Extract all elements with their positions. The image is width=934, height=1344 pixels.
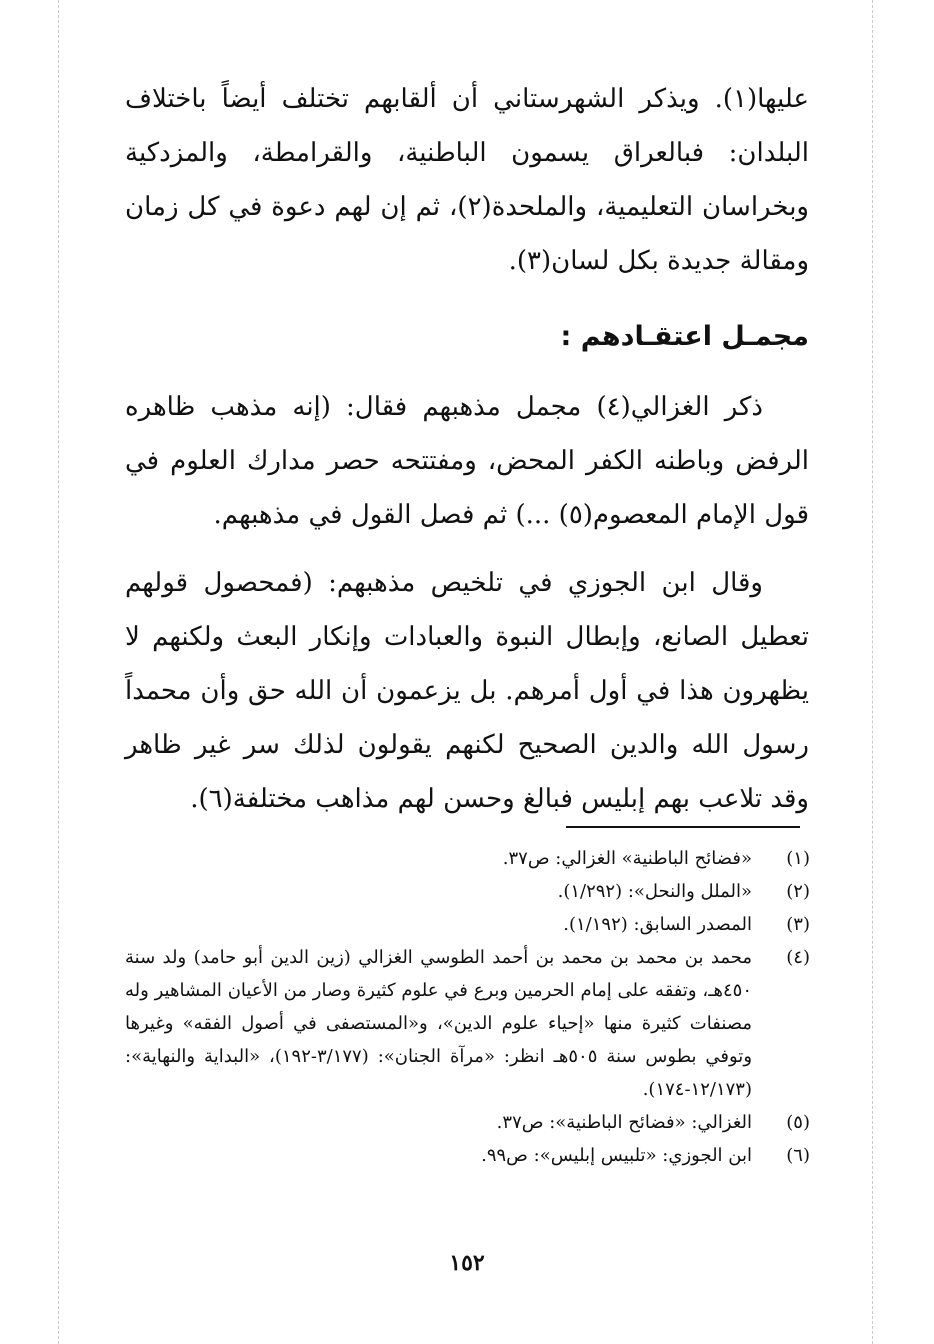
footnote-text: ابن الجوزي: «تلبيس إبليس»: ص٩٩.: [481, 1145, 752, 1166]
footnote-text: «الملل والنحل»: (١/٢٩٢).: [557, 881, 752, 902]
footnote-number: (٥): [786, 1112, 810, 1133]
footnote-5: [125, 1106, 810, 1139]
paragraph-2: ذكر الغزالي(٤) مجمل مذهبهم فقال: (إنه مذهب ظاهره الرفض وباطنه الكفر المحض، ومفتتحه حصر مدارك العلوم في قول الإمام المعصوم(٥) ...) ثم فصل القول في مذهبهم.: [125, 392, 809, 530]
footnote-6: [125, 1139, 810, 1172]
footnote-1: [125, 842, 810, 875]
footnote-number: (٣): [786, 914, 810, 935]
paragraph-1: عليها(١). ويذكر الشهرستاني أن ألقابهم تختلف أيضاً باختلاف البلدان: فبالعراق يسمون الباطنية، والقرامطة، والمزدكية وبخراسان التعليمية، والملحدة(٢)، ثم إن لهم دعوة في كل زمان ومقالة جديدة بكل لسان(٣).: [125, 84, 809, 276]
footnote-text: الغزالي: «فضائح الباطنية»: ص٣٧.: [496, 1112, 752, 1133]
footnote-3: [125, 908, 810, 941]
footnote-separator: [566, 826, 800, 828]
footnote-text: المصدر السابق: (١/١٩٢).: [563, 914, 752, 935]
footnote-2: [125, 875, 810, 908]
footnotes: [125, 842, 810, 1172]
section-heading: مجمـل اعتقـادهم :: [560, 321, 809, 352]
footnote-text: «فضائح الباطنية» الغزالي: ص٣٧.: [502, 848, 752, 869]
paragraph-3: وقال ابن الجوزي في تلخيص مذهبهم: (فمحصول قولهم تعطيل الصانع، وإبطال النبوة والعبادات وإنكار البعث ولكنهم لا يظهرون هذا في أول أمرهم. بل يزعمون أن الله حق وأن محمداً رسول الله والدين الصحيح لكنهم يقولون لذلك سر غير ظاهر وقد تلاعب بهم إبليس فبالغ وحسن لهم مذاهب مختلفة(٦).: [125, 568, 809, 814]
footnote-number: (٢): [786, 881, 810, 902]
footnote-text: محمد بن محمد بن محمد بن أحمد الطوسي الغزالي (زين الدين أبو حامد) ولد سنة ٤٥٠هـ، وتفقه على إمام الحرمين وبرع في علوم كثيرة وصار من الأعيان المشاهير وله مصنفات كثيرة منها «إحياء علوم الدين»، و«المستصفى في أصول الفقه» وغيرها وتوفي بطوس سنة ٥٠٥هـ انظر: «مرآة الجنان»: (٣/١٧٧-١٩٢)، «البداية والنهاية»: (١٢/١٧٣-١٧٤).: [125, 947, 753, 1100]
footnote-number: (٤): [786, 947, 810, 968]
page-number: ١٥٢: [449, 1250, 485, 1276]
footnote-number: (٦): [786, 1145, 810, 1166]
footnote-4: [125, 941, 810, 1106]
scan-edge-line-right: [872, 0, 873, 1344]
footnote-number: (١): [786, 848, 810, 869]
scan-edge-line-left: [58, 0, 59, 1344]
